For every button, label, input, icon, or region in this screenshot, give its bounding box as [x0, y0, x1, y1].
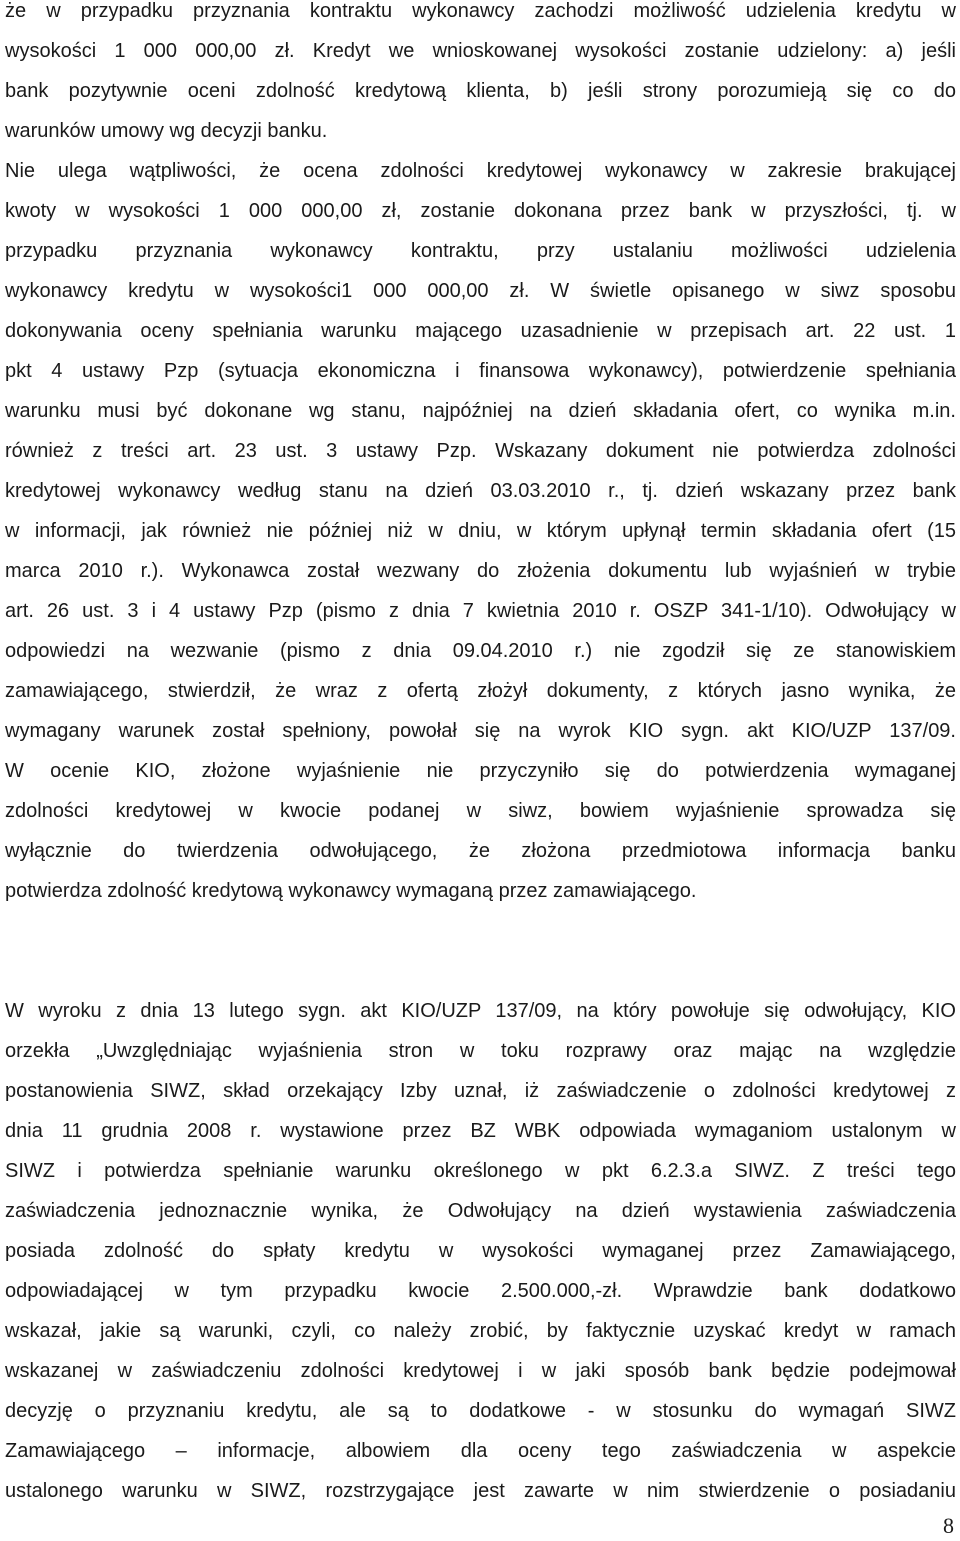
text-line: Zamawiającego – informacje, albowiem dla oceny tego zaświadczenia w aspekcie — [5, 1440, 956, 1462]
text-line: dokonywania oceny spełniania warunku mającego uzasadnienie w przepisach art. 22 ust. 1 — [5, 320, 956, 342]
text-line: kredytowej wykonawcy według stanu na dzień 03.03.2010 r., tj. dzień wskazany przez bank — [5, 480, 956, 502]
text-line: potwierdza zdolność kredytową wykonawcy wymaganą przez zamawiającego. — [5, 880, 697, 902]
text-line: że w przypadku przyznania kontraktu wykonawcy zachodzi możliwość udzielenia kredytu w — [5, 0, 956, 22]
text-line: w informacji, jak również nie później niż w dniu, w którym upłynął termin składania ofert (15 — [5, 520, 956, 542]
text-line: kwoty w wysokości 1 000 000,00 zł, zostanie dokonana przez bank w przyszłości, tj. w — [5, 200, 956, 222]
text-line: wskazanej w zaświadczeniu zdolności kredytowej i w jaki sposób bank będzie podejmował — [5, 1360, 956, 1382]
text-line: art. 26 ust. 3 i 4 ustawy Pzp (pismo z dnia 7 kwietnia 2010 r. OSZP 341-1/10). Odwołujący w — [5, 600, 956, 622]
text-line: postanowienia SIWZ, skład orzekający Izby uznał, iż zaświadczenie o zdolności kredytowej z — [5, 1080, 956, 1102]
text-line: odpowiedzi na wezwanie (pismo z dnia 09.04.2010 r.) nie zgodził się ze stanowiskiem — [5, 640, 956, 662]
text-line: wykonawcy kredytu w wysokości1 000 000,00 zł. W świetle opisanego w siwz sposobu — [5, 280, 956, 302]
paragraph-spacing — [5, 918, 956, 998]
text-line: bank pozytywnie oceni zdolność kredytową klienta, b) jeśli strony porozumieją się co do — [5, 80, 956, 102]
page-number: 8 — [943, 1513, 954, 1538]
text-line: warunku musi być dokonane wg stanu, najpóźniej na dzień składania ofert, co wynika m.in. — [5, 400, 956, 422]
text-line: wymagany warunek został spełniony, powołał się na wyrok KIO sygn. akt KIO/UZP 137/09. — [5, 720, 956, 742]
text-line: wskazał, jakie są warunki, czyli, co należy zrobić, by faktycznie uzyskać kredyt w ramach — [5, 1320, 956, 1342]
text-line: przypadku przyznania wykonawcy kontraktu, przy ustalaniu możliwości udzielenia — [5, 240, 956, 262]
text-line: zdolności kredytowej w kwocie podanej w siwz, bowiem wyjaśnienie sprowadza się — [5, 800, 956, 822]
text-line: W ocenie KIO, złożone wyjaśnienie nie przyczyniło się do potwierdzenia wymaganej — [5, 760, 956, 782]
text-line: również z treści art. 23 ust. 3 ustawy Pzp. Wskazany dokument nie potwierdza zdolności — [5, 440, 956, 462]
text-line: odpowiadającej w tym przypadku kwocie 2.500.000,-zł. Wprawdzie bank dodatkowo — [5, 1280, 956, 1302]
text-line: W wyroku z dnia 13 lutego sygn. akt KIO/UZP 137/09, na który powołuje się odwołujący, KIO — [5, 1000, 956, 1022]
text-line: SIWZ i potwierdza spełnianie warunku określonego w pkt 6.2.3.a SIWZ. Z treści tego — [5, 1160, 956, 1182]
text-line: Nie ulega wątpliwości, że ocena zdolności kredytowej wykonawcy w zakresie brakującej — [5, 160, 956, 182]
document-body — [5, 0, 956, 1518]
text-line: wysokości 1 000 000,00 zł. Kredyt we wnioskowanej wysokości zostanie udzielony: a) jeśli — [5, 40, 956, 62]
text-line: decyzję o przyznaniu kredytu, ale są to dodatkowe - w stosunku do wymagań SIWZ — [5, 1400, 956, 1422]
text-line: zamawiającego, stwierdził, że wraz z ofertą złożył dokumenty, z których jasno wynika, że — [5, 680, 956, 702]
paragraph-2 — [5, 998, 956, 1518]
text-line: posiada zdolność do spłaty kredytu w wysokości wymaganej przez Zamawiającego, — [5, 1240, 956, 1262]
text-line: ustalonego warunku w SIWZ, rozstrzygające jest zawarte w nim stwierdzenie o posiadaniu — [5, 1480, 956, 1502]
paragraph-1 — [5, 0, 956, 918]
text-line: orzekła „Uwzględniając wyjaśnienia stron w toku rozprawy oraz mając na względzie — [5, 1040, 956, 1062]
text-line: warunków umowy wg decyzji banku. — [5, 120, 328, 142]
text-line: wyłącznie do twierdzenia odwołującego, że złożona przedmiotowa informacja banku — [5, 840, 956, 862]
text-line: marca 2010 r.). Wykonawca został wezwany do złożenia dokumentu lub wyjaśnień w trybie — [5, 560, 956, 582]
text-line: zaświadczenia jednoznacznie wynika, że Odwołujący na dzień wystawienia zaświadczenia — [5, 1200, 956, 1222]
text-line: pkt 4 ustawy Pzp (sytuacja ekonomiczna i finansowa wykonawcy), potwierdzenie spełniania — [5, 360, 956, 382]
text-line: dnia 11 grudnia 2008 r. wystawione przez BZ WBK odpowiada wymaganiom ustalonym w — [5, 1120, 956, 1142]
